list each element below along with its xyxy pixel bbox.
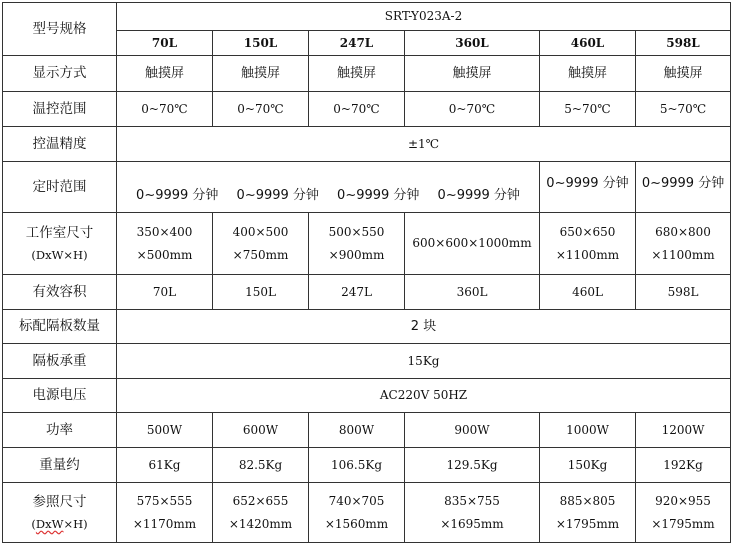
display-cell: 触摸屏 (117, 56, 213, 92)
ref-size-cell (309, 483, 405, 543)
power-cell: 1000W (540, 413, 636, 448)
weight-cell: 82.5Kg (213, 448, 309, 483)
power-cell: 1200W (636, 413, 731, 448)
ref-size-cell (213, 483, 309, 543)
capacity-cell: 247L (309, 275, 405, 310)
spec-table (2, 2, 731, 543)
chamber-size-cell (117, 213, 213, 275)
label-timer-range: 定时范围 (3, 162, 117, 213)
unit-suffix: ×H) (63, 516, 88, 531)
weight-cell: 192Kg (636, 448, 731, 483)
ref-size-line1: 740×705 (328, 494, 385, 509)
chamber-size-cell (636, 213, 731, 275)
row-shelves (3, 310, 731, 344)
capacity-cell: 360L (405, 275, 540, 310)
chamber-size-line2: ×900mm (328, 247, 385, 262)
ref-size-cell (540, 483, 636, 543)
temp-range-cell: 0~70℃ (309, 92, 405, 127)
model-code: SRT-Y023A-2 (117, 3, 731, 31)
temp-range-cell: 5~70℃ (636, 92, 731, 127)
ref-size-line2: ×1795mm (555, 516, 620, 531)
volume-header: 150L (213, 31, 309, 56)
temp-range-cell: 0~70℃ (117, 92, 213, 127)
display-cell: 触摸屏 (636, 56, 731, 92)
label-capacity: 有效容积 (3, 275, 117, 310)
chamber-size-cell (540, 213, 636, 275)
display-cell: 触摸屏 (309, 56, 405, 92)
display-cell: 触摸屏 (213, 56, 309, 92)
row-ref-size (3, 483, 731, 543)
label-chamber-size-unit: (DxW×H) (31, 247, 88, 262)
chamber-size-line2: ×1100mm (555, 247, 620, 262)
chamber-size-line2: ×1100mm (651, 247, 715, 262)
row-power (3, 413, 731, 448)
ref-size-line2: ×1695mm (440, 516, 504, 531)
label-model: 型号规格 (3, 3, 117, 56)
chamber-size-cell (309, 213, 405, 275)
power-cell: 900W (405, 413, 540, 448)
power-cell: 600W (213, 413, 309, 448)
chamber-size-line2: ×500mm (136, 247, 193, 262)
label-weight: 重量约 (3, 448, 117, 483)
chamber-size-cell (213, 213, 309, 275)
ref-size-line1: 575×555 (136, 494, 193, 509)
label-temp-range: 温控范围 (3, 92, 117, 127)
voltage-value: AC220V 50HZ (117, 379, 731, 413)
ref-size-line2: ×1420mm (228, 516, 293, 531)
label-voltage: 电源电压 (3, 379, 117, 413)
power-cell: 500W (117, 413, 213, 448)
temp-range-cell: 0~70℃ (405, 92, 540, 127)
label-ref-size-text: 参照尺寸 (32, 493, 87, 510)
unit-prefix: ( (31, 516, 36, 531)
temp-range-cell: 5~70℃ (540, 92, 636, 127)
row-shelf-load (3, 344, 731, 379)
chamber-size-line1: 680×800 (655, 225, 711, 240)
label-ref-size-unit (5, 518, 114, 532)
volume-header: 247L (309, 31, 405, 56)
temp-range-cell: 0~70℃ (213, 92, 309, 127)
timer-range-item: 0~9999 分钟 (236, 188, 319, 204)
chamber-size-cell (405, 213, 540, 275)
label-display: 显示方式 (3, 56, 117, 92)
capacity-cell: 598L (636, 275, 731, 310)
label-shelves: 标配隔板数量 (3, 310, 117, 344)
ref-size-line1: 652×655 (232, 494, 289, 509)
label-chamber-size (3, 213, 117, 275)
chamber-size-line2: ×750mm (232, 247, 289, 262)
chamber-size-line1: 600×600×1000mm (412, 236, 532, 251)
label-power: 功率 (3, 413, 117, 448)
temp-precision-value: ±1℃ (117, 127, 731, 162)
ref-size-cell (117, 483, 213, 543)
timer-range-item: 0~9999 分钟 (437, 188, 520, 204)
chamber-size-line1: 400×500 (232, 225, 289, 240)
display-cell: 触摸屏 (540, 56, 636, 92)
ref-size-line1: 835×755 (444, 494, 500, 509)
timer-range-merged (117, 162, 540, 213)
label-chamber-size-text: 工作室尺寸 (25, 224, 94, 241)
unit-mid: DxW (35, 516, 64, 531)
row-capacity (3, 275, 731, 310)
ref-size-line2: ×1170mm (132, 516, 197, 531)
row-display (3, 56, 731, 92)
chamber-size-line1: 350×400 (136, 225, 193, 240)
label-temp-precision: 控温精度 (3, 127, 117, 162)
ref-size-line1: 920×955 (655, 494, 711, 509)
timer-range-item: 0~9999 分钟 (337, 188, 420, 204)
volume-header: 360L (405, 31, 540, 56)
weight-cell: 150Kg (540, 448, 636, 483)
row-temp-precision (3, 127, 731, 162)
chamber-size-line1: 500×550 (328, 225, 385, 240)
row-model (3, 3, 731, 31)
row-timer (3, 162, 731, 213)
shelf-load-value: 15Kg (117, 344, 731, 379)
capacity-cell: 70L (117, 275, 213, 310)
power-cell: 800W (309, 413, 405, 448)
timer-range-cell: 0~9999 分钟 (636, 162, 731, 213)
row-chamber-size (3, 213, 731, 275)
timer-range-cell: 0~9999 分钟 (540, 162, 636, 213)
timer-range-item: 0~9999 分钟 (136, 188, 219, 204)
capacity-cell: 150L (213, 275, 309, 310)
label-ref-size (3, 483, 117, 543)
row-weight (3, 448, 731, 483)
label-shelf-load: 隔板承重 (3, 344, 117, 379)
row-voltage (3, 379, 731, 413)
ref-size-line2: ×1795mm (651, 516, 715, 531)
weight-cell: 61Kg (117, 448, 213, 483)
volume-header: 598L (636, 31, 731, 56)
weight-cell: 106.5Kg (309, 448, 405, 483)
volume-header: 460L (540, 31, 636, 56)
capacity-cell: 460L (540, 275, 636, 310)
row-temp-range (3, 92, 731, 127)
ref-size-line2: ×1560mm (324, 516, 389, 531)
ref-size-cell (405, 483, 540, 543)
ref-size-cell (636, 483, 731, 543)
chamber-size-line1: 650×650 (559, 225, 616, 240)
shelves-value: 2 块 (117, 310, 731, 344)
volume-header: 70L (117, 31, 213, 56)
display-cell: 触摸屏 (405, 56, 540, 92)
ref-size-line1: 885×805 (559, 494, 616, 509)
weight-cell: 129.5Kg (405, 448, 540, 483)
